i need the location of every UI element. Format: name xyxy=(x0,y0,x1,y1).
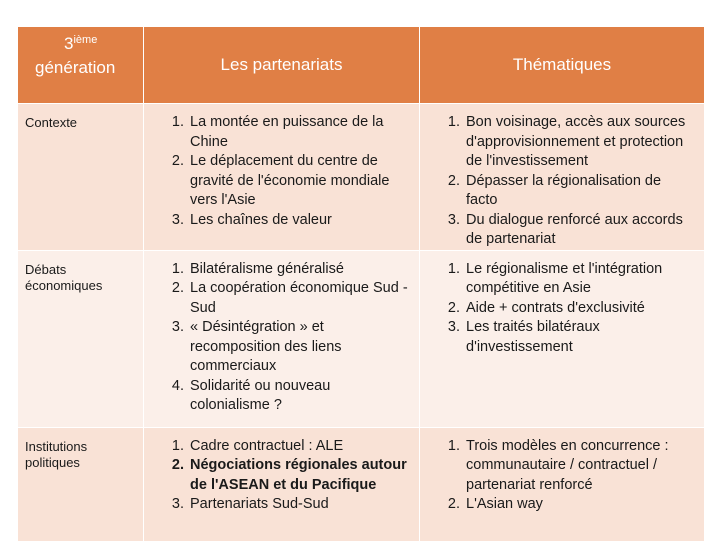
row-label: Débats économiques xyxy=(18,250,144,427)
list-item: 1. Trois modèles en concurrence : communautaire / contractuel / partenariat renforcé xyxy=(464,437,696,496)
list-item: 3. Du dialogue renforcé aux accords de partenariat xyxy=(464,211,696,250)
partners-cell xyxy=(144,427,420,541)
partners-cell xyxy=(144,104,420,251)
themes-list xyxy=(420,251,704,358)
list-item: 1. La montée en puissance de la Chine xyxy=(188,113,411,152)
table-row-debats xyxy=(18,250,705,427)
list-item: 3. Les traités bilatéraux d'investissement xyxy=(464,318,696,357)
list-item: 1. Bilatéralisme généralisé xyxy=(188,260,411,280)
table-row-institutions xyxy=(18,427,705,541)
row-label: Institutions politiques xyxy=(18,427,144,541)
list-item: 3. Partenariats Sud-Sud xyxy=(188,495,411,515)
partners-list xyxy=(144,428,419,515)
list-item: 1. Le régionalisme et l'intégration compétitive en Asie xyxy=(464,260,696,299)
list-item: 3. Les chaînes de valeur xyxy=(188,211,411,231)
row-label: Contexte xyxy=(18,104,144,251)
partners-list xyxy=(144,104,419,230)
generation-number: 3 xyxy=(64,33,74,53)
list-item: 2. L'Asian way xyxy=(464,495,696,515)
list-item: 2. Le déplacement du centre de gravité de l'économie mondiale vers l'Asie xyxy=(188,152,411,211)
header-row xyxy=(18,27,705,104)
list-item: 2. Négociations régionales autour de l'ASEAN et du Pacifique xyxy=(188,456,411,495)
themes-list xyxy=(420,428,704,515)
table-row-contexte xyxy=(18,104,705,251)
themes-cell xyxy=(420,427,705,541)
list-item: 3. « Désintégration » et recomposition des liens commerciaux xyxy=(188,318,411,377)
generation-header xyxy=(18,27,144,104)
themes-header: Thématiques xyxy=(420,27,705,104)
themes-cell xyxy=(420,104,705,251)
list-item: 2. La coopération économique Sud -Sud xyxy=(188,279,411,318)
generation-sup: ième xyxy=(73,33,98,46)
generation-word: génération xyxy=(35,58,116,77)
themes-list xyxy=(420,104,704,250)
list-item: 4. Solidarité ou nouveau colonialisme ? xyxy=(188,377,411,416)
list-item: 1. Cadre contractuel : ALE xyxy=(188,437,411,457)
partners-header: Les partenariats xyxy=(144,27,420,104)
partners-cell xyxy=(144,250,420,427)
list-item: 2. Aide + contrats d'exclusivité xyxy=(464,299,696,319)
list-item: 1. Bon voisinage, accès aux sources d'approvisionnement et protection de l'investissement xyxy=(464,113,696,172)
partners-list xyxy=(144,251,419,416)
list-item: 2. Dépasser la régionalisation de facto xyxy=(464,172,696,211)
themes-cell xyxy=(420,250,705,427)
partnerships-table xyxy=(17,26,705,542)
